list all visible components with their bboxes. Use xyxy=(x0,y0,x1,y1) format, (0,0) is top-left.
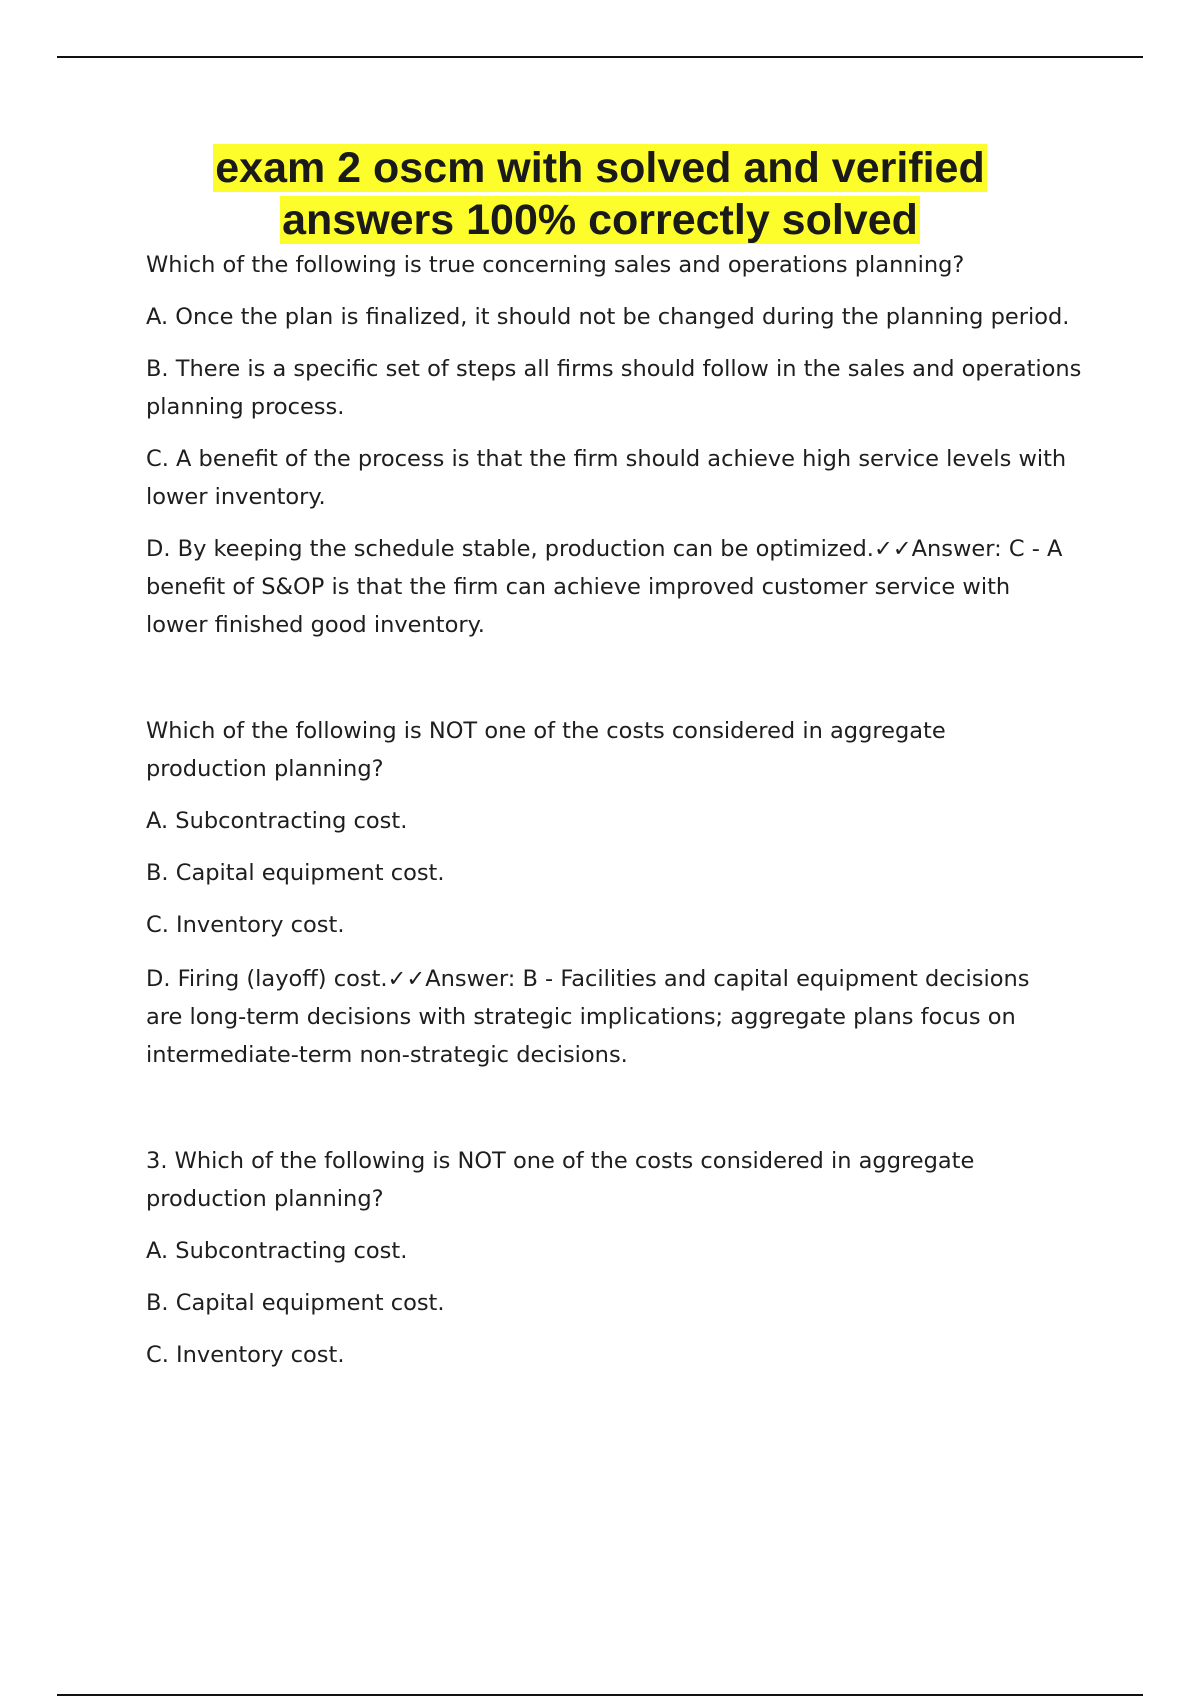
question-1 xyxy=(146,246,1106,644)
question-1-option-c-line-2: lower inventory. xyxy=(146,484,326,510)
question-2-text-line-2: production planning? xyxy=(146,756,384,782)
question-2 xyxy=(146,712,1106,1074)
question-3-option-a: A. Subcontracting cost. xyxy=(146,1238,408,1264)
question-1-option-d-line-3: lower finished good inventory. xyxy=(146,612,485,638)
question-3-option-c: C. Inventory cost. xyxy=(146,1342,345,1368)
question-1-option-c-line-1: C. A benefit of the process is that the firm should achieve high service levels with xyxy=(146,446,1067,472)
title-line-2: answers 100% correctly solved xyxy=(282,196,918,244)
question-3 xyxy=(146,1142,1106,1374)
question-3-text-line-1: 3. Which of the following is NOT one of the costs considered in aggregate xyxy=(146,1148,975,1174)
question-2-option-a: A. Subcontracting cost. xyxy=(146,808,408,834)
question-1-option-b-line-2: planning process. xyxy=(146,394,345,420)
question-1-option-d-line-1: D. By keeping the schedule stable, production can be optimized.✓✓Answer: C - A xyxy=(146,536,1063,562)
question-1-option-b-line-1: B. There is a specific set of steps all firms should follow in the sales and operations xyxy=(146,356,1082,382)
title-line-1: exam 2 oscm with solved and verified xyxy=(215,144,985,192)
question-2-text-line-1: Which of the following is NOT one of the costs considered in aggregate xyxy=(146,718,946,744)
question-3-option-b: B. Capital equipment cost. xyxy=(146,1290,445,1316)
bottom-rule xyxy=(57,1694,1143,1696)
question-2-option-d-line-3: intermediate-term non-strategic decisions. xyxy=(146,1042,628,1068)
question-1-option-a: A. Once the plan is finalized, it should not be changed during the planning period. xyxy=(146,304,1070,330)
question-2-option-d-line-1: D. Firing (layoff) cost.✓✓Answer: B - Facilities and capital equipment decisions xyxy=(146,966,1030,992)
top-rule xyxy=(57,56,1143,58)
question-2-option-d-line-2: are long-term decisions with strategic implications; aggregate plans focus on xyxy=(146,1004,1016,1030)
question-2-option-b: B. Capital equipment cost. xyxy=(146,860,445,886)
question-2-option-c: C. Inventory cost. xyxy=(146,912,345,938)
document-title xyxy=(0,142,1200,246)
question-3-text-line-2: production planning? xyxy=(146,1186,384,1212)
document-body xyxy=(146,246,1106,1374)
question-1-option-d-line-2: benefit of S&OP is that the firm can achieve improved customer service with xyxy=(146,574,1011,600)
question-1-text: Which of the following is true concerning sales and operations planning? xyxy=(146,252,965,278)
